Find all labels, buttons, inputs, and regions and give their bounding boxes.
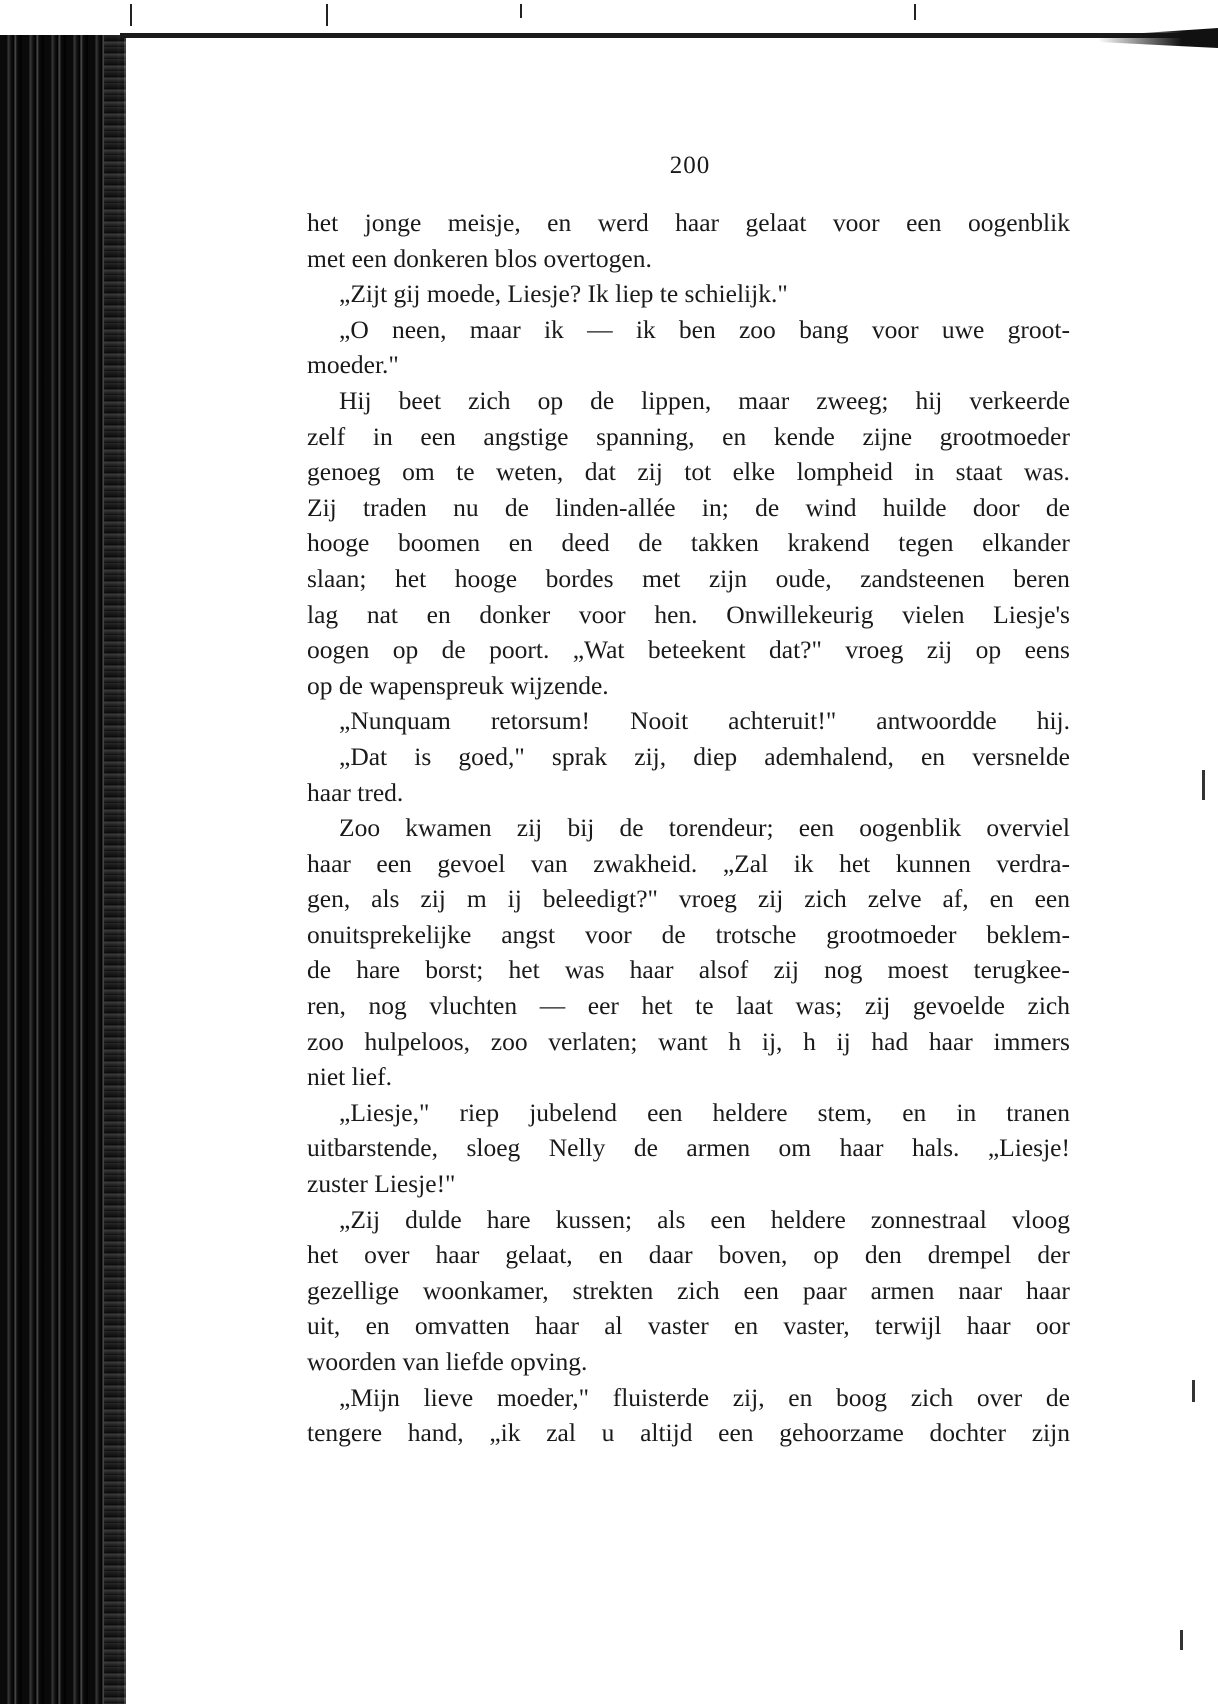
text-line: zoo hulpeloos, zoo verlaten; want h ij, h ij had haar immers bbox=[307, 1026, 1070, 1056]
text-line: het jonge meisje, en werd haar gelaat voor een oogenblik bbox=[307, 208, 1070, 237]
body-text bbox=[307, 205, 1070, 1451]
scan-mark bbox=[326, 4, 328, 26]
text-line: het over haar gelaat, en daar boven, op den drempel der bbox=[307, 1240, 1070, 1270]
text-line: „Dat is goed," sprak zij, diep ademhalend, en versnelde bbox=[339, 741, 1070, 771]
text-line: Hij beet zich op de lippen, maar zweeg; hij verkeerde bbox=[339, 385, 1070, 415]
text-line: onuitsprekelijke angst voor de trotsche grootmoeder beklem- bbox=[307, 919, 1070, 949]
scan-speck bbox=[1192, 1380, 1195, 1402]
text-line: gezellige woonkamer, strekten zich een paar armen naar haar bbox=[307, 1275, 1070, 1305]
scan-speck bbox=[1180, 1630, 1183, 1650]
text-line: „Mijn lieve moeder," fluisterde zij, en boog zich over de bbox=[339, 1382, 1070, 1412]
text-line: Zoo kwamen zij bij de torendeur; een oogenblik overviel bbox=[339, 813, 1070, 843]
text-line: uit, en omvatten haar al vaster en vaster, terwijl haar oor bbox=[307, 1311, 1070, 1341]
text-line: „Zij dulde hare kussen; als een heldere zonnestraal vloog bbox=[339, 1204, 1070, 1234]
text-line: zelf in een angstige spanning, en kende zijne grootmoeder bbox=[307, 421, 1070, 451]
text-line: met een donkeren blos overtogen. bbox=[307, 243, 652, 273]
text-line: woorden van liefde opving. bbox=[307, 1347, 588, 1376]
text-line: ren, nog vluchten — eer het te laat was; zij gevoelde zich bbox=[307, 991, 1070, 1021]
text-line: haar tred. bbox=[307, 777, 404, 807]
text-line: „Nunquam retorsum! Nooit achteruit!" antwoordde hij. bbox=[339, 706, 1070, 736]
text-line: lag nat en donker voor hen. Onwillekeurig vielen Liesje's bbox=[307, 599, 1070, 629]
text-line: „O neen, maar ik — ik ben zoo bang voor uwe groot- bbox=[339, 314, 1070, 344]
page-top-edge bbox=[120, 33, 1218, 38]
page-corner-shadow bbox=[1098, 28, 1218, 48]
book-gutter bbox=[104, 35, 126, 1704]
scan-speck bbox=[1202, 770, 1205, 800]
scan-mark bbox=[520, 4, 522, 18]
text-line: haar een gevoel van zwakheid. „Zal ik het kunnen verdra- bbox=[307, 848, 1070, 878]
text-line: gen, als zij m ij beleedigt?" vroeg zij zich zelve af, en een bbox=[307, 884, 1070, 914]
text-line: hooge boomen en deed de takken krakend tegen elkander bbox=[307, 528, 1070, 558]
text-line: op de wapenspreuk wijzende. bbox=[307, 670, 609, 700]
scan-mark bbox=[914, 4, 916, 20]
scan-mark bbox=[130, 4, 132, 26]
text-line: zuster Liesje!" bbox=[307, 1169, 456, 1199]
text-line: „Liesje," riep jubelend een heldere stem, en in tranen bbox=[339, 1097, 1070, 1127]
text-line: de hare borst; het was haar alsof zij nog moest terugkee- bbox=[307, 955, 1070, 985]
text-line: genoeg om te weten, dat zij tot elke lompheid in staat was. bbox=[307, 457, 1070, 487]
text-line: Zij traden nu de linden-allée in; de wind huilde door de bbox=[307, 492, 1070, 522]
text-line: oogen op de poort. „Wat beteekent dat?" vroeg zij op eens bbox=[307, 635, 1070, 665]
page-number: 200 bbox=[669, 152, 711, 179]
text-line: uitbarstende, sloeg Nelly de armen om haar hals. „Liesje! bbox=[307, 1133, 1070, 1163]
text-line: „Zijt gij moede, Liesje? Ik liep te schielijk." bbox=[339, 279, 788, 309]
text-line: moeder." bbox=[307, 350, 399, 380]
text-line: tengere hand, „ik zal u altijd een gehoorzame dochter zijn bbox=[307, 1418, 1070, 1448]
text-line: slaan; het hooge bordes met zijn oude, zandsteenen beren bbox=[307, 563, 1070, 593]
text-line: niet lief. bbox=[307, 1062, 392, 1092]
